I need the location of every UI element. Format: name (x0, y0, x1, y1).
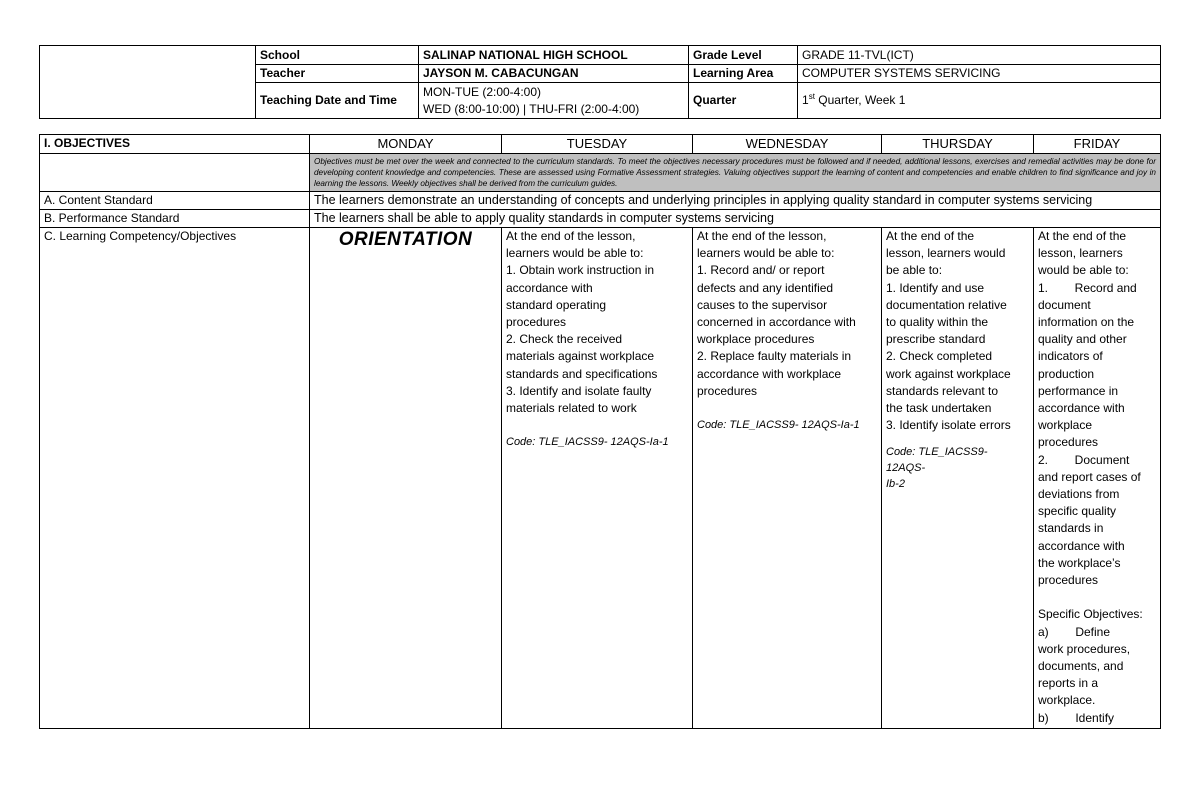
quarter-label: Quarter (689, 83, 798, 119)
thursday-code: Code: TLE_IACSS9- 12AQS- Ib-2 (886, 446, 988, 491)
teaching-date-line2: WED (8:00-10:00) | THU-FRI (2:00-4:00) (423, 101, 640, 116)
teacher-value: JAYSON M. CABACUNGAN (419, 65, 689, 83)
quarter-suffix: st (808, 92, 815, 101)
monday-cell (310, 228, 502, 729)
friday-cell (1034, 228, 1161, 729)
day-wednesday: WEDNESDAY (693, 135, 882, 154)
day-monday: MONDAY (310, 135, 502, 154)
school-value: SALINAP NATIONAL HIGH SCHOOL (419, 46, 689, 65)
content-standard-text: The learners demonstrate an understanding of concepts and underlying principles in applying quality standard in computer systems servicing (310, 192, 1161, 210)
orientation-text: ORIENTATION (338, 229, 473, 250)
teacher-label: Teacher (256, 65, 419, 83)
performance-standard-text: The learners shall be able to apply quality standards in computer systems servicing (310, 210, 1161, 228)
objectives-table (39, 134, 1161, 729)
school-label: School (256, 46, 419, 65)
wednesday-cell (693, 228, 882, 729)
header-table (39, 45, 1161, 119)
content-standard-label: A. Content Standard (40, 192, 310, 210)
wednesday-code: Code: TLE_IACSS9- 12AQS-Ia-1 (697, 419, 860, 432)
logo-cell (40, 46, 256, 119)
learning-area-label: Learning Area (689, 65, 798, 83)
quarter-number: 1 (802, 93, 809, 107)
day-thursday: THURSDAY (882, 135, 1034, 154)
day-tuesday: TUESDAY (502, 135, 693, 154)
day-friday: FRIDAY (1034, 135, 1161, 154)
quarter-value (798, 83, 1161, 119)
thursday-cell (882, 228, 1034, 729)
teaching-date-line1: MON-TUE (2:00-4:00) (423, 84, 542, 99)
quarter-text: Quarter, Week 1 (814, 93, 906, 107)
grade-level-value: GRADE 11-TVL(ICT) (798, 46, 1161, 65)
thursday-objectives: At the end of the lesson, learners would be able to: 1. Identify and use documentation relative to quality within the prescribe standard 2. Check completed work against workplace standards relevant to the task undertaken 3. Identify isolate errors (886, 229, 1011, 433)
objectives-heading: I. OBJECTIVES (40, 135, 310, 154)
grade-level-label: Grade Level (689, 46, 798, 65)
teaching-date-value (419, 83, 689, 119)
learning-area-value: COMPUTER SYSTEMS SERVICING (798, 65, 1161, 83)
performance-standard-label: B. Performance Standard (40, 210, 310, 228)
tuesday-code: Code: TLE_IACSS9- 12AQS-Ia-1 (506, 436, 669, 449)
objectives-note: Objectives must be met over the week and connected to the curriculum standards. To meet the objectives necessary procedures must be followed and if needed, additional lessons, exercises and remedial activities may be done for developing content knowledge and competencies. These are assessed using Formative Assessment strategies. Valuing objectives support the learning of content and competencies and enable children to find significance and joy in learning the lessons. Weekly objectives shall be derived from the curriculum guides. (310, 154, 1161, 192)
friday-objectives: At the end of the lesson, learners would be able to: 1. Record and document information on the quality and other indicators of production performance in accordance with workplace procedures 2. Document and report cases of deviations from specific quality standards in accordance with the workplace’s procedures Specific Objectives: a) Define work procedures, documents, and reports in a workplace. b) Identify (1038, 229, 1143, 725)
competency-label: C. Learning Competency/Objectives (40, 228, 310, 729)
tuesday-objectives: At the end of the lesson, learners would be able to: 1. Obtain work instruction in accordance with standard operating procedures 2. Check the received materials against workplace standards and specifications 3. Identify and isolate faulty materials related to work (506, 229, 658, 416)
teaching-date-label: Teaching Date and Time (256, 83, 419, 119)
note-blank-cell (40, 154, 310, 192)
wednesday-objectives: At the end of the lesson, learners would be able to: 1. Record and/ or report defects and any identified causes to the supervisor concerned in accordance with workplace procedures 2. Replace faulty materials in accordance with workplace procedures (697, 229, 856, 398)
tuesday-cell (502, 228, 693, 729)
